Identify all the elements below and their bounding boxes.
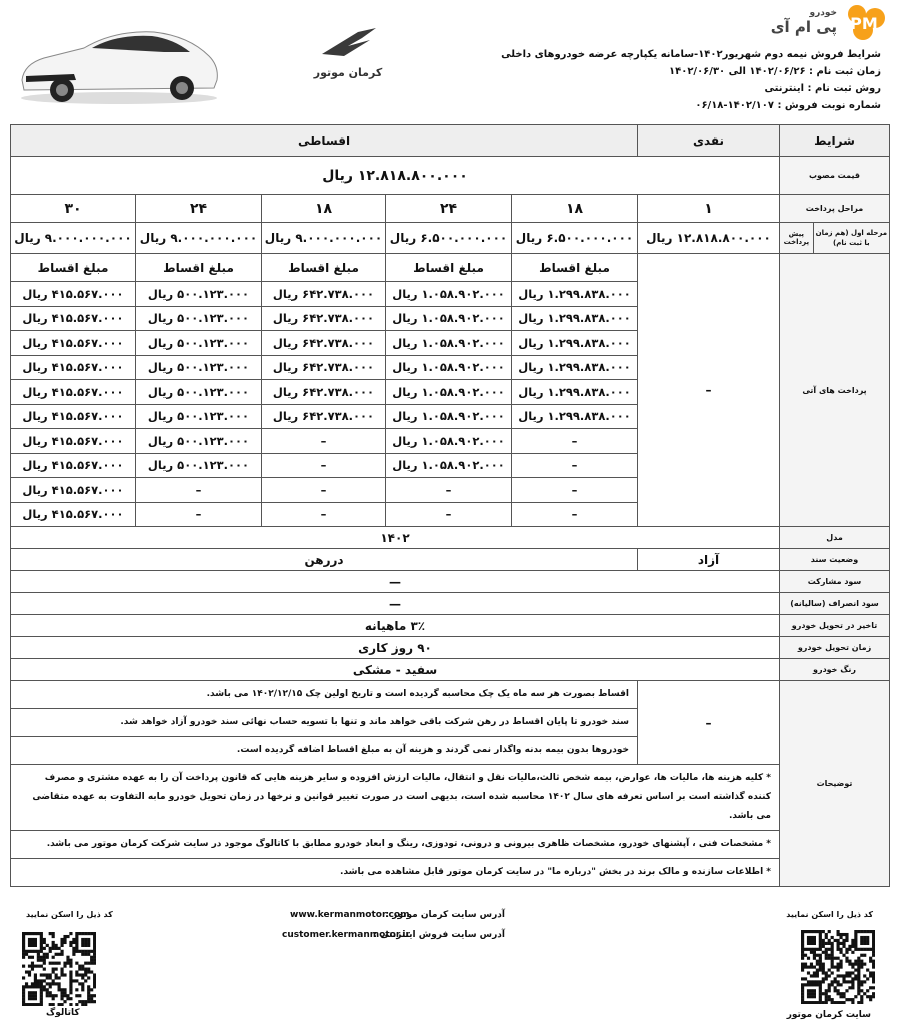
- label-explanations: توضیحات: [780, 681, 890, 887]
- delivery-time-value: ۹۰ روز کاری: [11, 637, 780, 659]
- label-doc-status: وضعیت سند: [780, 549, 890, 571]
- delivery-delay-value-row: [11, 615, 890, 637]
- plan-down-payment: ۶.۵۰۰.۰۰۰.۰۰۰ ریال: [386, 223, 512, 254]
- installment-cell: ۱.۰۵۸.۹۰۲.۰۰۰ ریال: [386, 380, 512, 405]
- registration-time: زمان ثبت نام : ۱۴۰۲/۰۶/۲۶ الی ۱۴۰۲/۰۶/۳۰: [669, 66, 881, 77]
- scan-hint-left: کد ذیل را اسکن نمایید: [26, 910, 113, 919]
- installment-cell: ۴۱۵.۵۶۷.۰۰۰ ریال: [11, 306, 136, 331]
- label-future-payments: پرداخت های آتی: [780, 254, 890, 527]
- installment-cell: ۴۱۵.۵۶۷.۰۰۰ ریال: [11, 478, 136, 503]
- installment-cell: –: [262, 478, 386, 503]
- cash-note: –: [638, 681, 780, 765]
- sale-title: شرایط فروش نیمه دوم شهریور۱۴۰۲-سامانه یکپارچه عرضه خودروهای داخلی: [501, 49, 881, 60]
- site-address-label: آدرس سایت کرمان موتور :: [385, 910, 505, 920]
- label-first-stage: مرحله اول (هم زمان با ثبت نام): [813, 223, 889, 253]
- pm-logo: [835, 2, 893, 42]
- installment-cell: ۱.۰۵۸.۹۰۲.۰۰۰ ریال: [386, 429, 512, 454]
- installment-cell: –: [386, 478, 512, 503]
- footer: [0, 904, 899, 1024]
- installment-cell: –: [512, 453, 638, 478]
- installment-cell: ۴۱۵.۵۶۷.۰۰۰ ریال: [11, 380, 136, 405]
- installment-cell: ۵۰۰.۱۲۳.۰۰۰ ریال: [136, 429, 262, 454]
- general-note-row: [11, 765, 890, 831]
- annual-penalty-value: —: [11, 593, 780, 615]
- label-car-color: رنگ خودرو: [780, 659, 890, 681]
- plan-down-payment: ۹.۰۰۰.۰۰۰.۰۰۰ ریال: [136, 223, 262, 254]
- pm-brand: [771, 6, 837, 34]
- installment-cell: ۵۰۰.۱۲۳.۰۰۰ ریال: [136, 404, 262, 429]
- delivery-time-value-row: [11, 637, 890, 659]
- plan-down-payment: ۹.۰۰۰.۰۰۰.۰۰۰ ریال: [262, 223, 386, 254]
- installment-cell: ۱.۲۹۹.۸۳۸.۰۰۰ ریال: [512, 331, 638, 356]
- sale-info: [501, 46, 881, 114]
- car-color-value-row: [11, 659, 890, 681]
- label-annual-penalty: سود انصراف (سالیانه): [780, 593, 890, 615]
- installment-cell: –: [136, 502, 262, 527]
- plan-stage: ۲۴: [386, 195, 512, 223]
- installment-cell: ۱.۰۵۸.۹۰۲.۰۰۰ ریال: [386, 282, 512, 307]
- installment-cell: ۴۱۵.۵۶۷.۰۰۰ ریال: [11, 355, 136, 380]
- installment-cell: –: [512, 478, 638, 503]
- installment-cell: ۵۰۰.۱۲۳.۰۰۰ ریال: [136, 306, 262, 331]
- doc-status-cash: آزاد: [638, 549, 780, 571]
- registration-method: روش ثبت نام : اینترنتی: [764, 83, 881, 94]
- installment-cell: –: [262, 453, 386, 478]
- label-payment-stages: مراحل پرداخت: [780, 195, 890, 223]
- installment-cell: –: [386, 502, 512, 527]
- general-note: * مشخصات فنی ، آپشنهای خودرو، مشخصات ظاهری بیرونی و درونی، تودوزی، رینگ و ابعاد خودرو مطابق با کاتالوگ موجود در سایت شرکت کرمان موتور می باشد.: [11, 831, 780, 859]
- label-approved-price: قیمت مصوب: [780, 157, 890, 195]
- label-model: مدل: [780, 527, 890, 549]
- annual-penalty-value-row: [11, 593, 890, 615]
- kerman-emblem-icon: [318, 26, 378, 60]
- plan-stage: ۱۸: [262, 195, 386, 223]
- installment-note-row: [11, 681, 890, 709]
- installment-cell: ۱.۲۹۹.۸۳۸.۰۰۰ ریال: [512, 355, 638, 380]
- car-image: [14, 18, 224, 106]
- doc-status-installment: دررهن: [11, 549, 638, 571]
- installment-cell: ۶۴۲.۷۳۸.۰۰۰ ریال: [262, 282, 386, 307]
- installment-amount-header: مبلغ اقساط: [512, 254, 638, 282]
- installment-amount-header: مبلغ اقساط: [386, 254, 512, 282]
- installment-amount-header: مبلغ اقساط: [262, 254, 386, 282]
- label-delivery-delay: تاخیر در تحویل خودرو: [780, 615, 890, 637]
- doc-status-row: [11, 549, 890, 571]
- label-conditions: شرایط: [780, 125, 890, 157]
- site-caption: سایت کرمان موتور: [786, 1010, 871, 1020]
- installment-cell: ۴۱۵.۵۶۷.۰۰۰ ریال: [11, 331, 136, 356]
- installment-cell: ۱.۰۵۸.۹۰۲.۰۰۰ ریال: [386, 453, 512, 478]
- installment-cell: ۵۰۰.۱۲۳.۰۰۰ ریال: [136, 282, 262, 307]
- installment-header: اقساطی: [11, 125, 638, 157]
- model-value: ۱۴۰۲: [11, 527, 780, 549]
- cash-stage: ۱: [638, 195, 780, 223]
- catalog-qr-code[interactable]: [22, 932, 96, 1006]
- installment-cell: ۶۴۲.۷۳۸.۰۰۰ ریال: [262, 331, 386, 356]
- installment-amount-header: مبلغ اقساط: [136, 254, 262, 282]
- installment-cell: ۶۴۲.۷۳۸.۰۰۰ ریال: [262, 355, 386, 380]
- installment-cell: ۶۴۲.۷۳۸.۰۰۰ ریال: [262, 306, 386, 331]
- installment-note: سند خودرو تا پایان اقساط در رهن شرکت باقی خواهد ماند و تنها با تسویه حساب نهائی سند خودرو آزاد خواهد شد.: [11, 709, 638, 737]
- installment-cell: ۶۴۲.۷۳۸.۰۰۰ ریال: [262, 380, 386, 405]
- approved-price: ۱۲.۸۱۸.۸۰۰.۰۰۰ ریال: [11, 157, 780, 195]
- installment-cell: ۴۱۵.۵۶۷.۰۰۰ ریال: [11, 404, 136, 429]
- installment-note: اقساط بصورت هر سه ماه یک چک محاسبه گردیده است و تاریخ اولین چک ۱۴۰۲/۱۲/۱۵ می باشد.: [11, 681, 638, 709]
- general-note-row: [11, 859, 890, 887]
- delivery-delay-value: ۳٪ ماهیانه: [11, 615, 780, 637]
- sale-turn-number: شماره نوبت فروش : ۱۴۰۲/۱۰۷-۰۶/۱۸: [695, 100, 881, 111]
- installment-cell: ۱.۲۹۹.۸۳۸.۰۰۰ ریال: [512, 282, 638, 307]
- general-note: * اطلاعات سازنده و مالک برند در بخش "درباره ما" در سایت کرمان موتور قابل مشاهده می باشد.: [11, 859, 780, 887]
- car-color-value: سفید - مشکی: [11, 659, 780, 681]
- brand-name: کرمان موتور: [313, 66, 383, 79]
- installment-cell: ۵۰۰.۱۲۳.۰۰۰ ریال: [136, 453, 262, 478]
- installment-cell: ۱.۰۵۸.۹۰۲.۰۰۰ ریال: [386, 331, 512, 356]
- partnership-profit-value-row: [11, 571, 890, 593]
- installment-cell: –: [512, 429, 638, 454]
- cash-future-payments: –: [638, 254, 780, 527]
- installment-cell: ۱.۲۹۹.۸۳۸.۰۰۰ ریال: [512, 380, 638, 405]
- site-url[interactable]: www.kermanmotor.com: [290, 910, 410, 920]
- installment-cell: ۵۰۰.۱۲۳.۰۰۰ ریال: [136, 331, 262, 356]
- kerman-motor-logo: [308, 26, 388, 88]
- plan-down-payment: ۹.۰۰۰.۰۰۰.۰۰۰ ریال: [11, 223, 136, 254]
- installment-cell: –: [262, 502, 386, 527]
- installment-cell: ۵۰۰.۱۲۳.۰۰۰ ریال: [136, 380, 262, 405]
- pm-sub: خودرو: [809, 8, 837, 18]
- plan-stage: ۳۰: [11, 195, 136, 223]
- general-note: * کلیه هزینه ها، مالیات ها، عوارض، بیمه شخص ثالث،مالیات نقل و انتقال، مالیات ارزش افزوده و سایر هزینه هایی که قانون پرداخت آن را به عهده مشتری و مصرف کننده گذاشته است بر اساس تعرفه های سال ۱۴۰۲ محاسبه شده است، بدیهی است در صورت تغییر قوانین و نرخها در زمان تحویل خودرو مابه التفاوت به عهده متقاضی می باشد.: [11, 765, 780, 831]
- installment-cell: ۴۱۵.۵۶۷.۰۰۰ ریال: [11, 282, 136, 307]
- sales-url[interactable]: customer.kermanmotor.ir: [282, 930, 410, 940]
- installment-cell: ۵۰۰.۱۲۳.۰۰۰ ریال: [136, 355, 262, 380]
- label-prepayment: پیش پرداخت: [783, 230, 810, 246]
- partnership-profit-value: —: [11, 571, 780, 593]
- cash-header: نقدی: [638, 125, 780, 157]
- installment-cell: –: [136, 478, 262, 503]
- label-delivery-time: زمان تحویل خودرو: [780, 637, 890, 659]
- installment-cell: ۶۴۲.۷۳۸.۰۰۰ ریال: [262, 404, 386, 429]
- plan-stage: ۱۸: [512, 195, 638, 223]
- pm-brand-text: پی ام آی: [770, 18, 837, 36]
- general-note-row: [11, 831, 890, 859]
- installment-note: خودروها بدون بیمه بدنه واگذار نمی گردند و هزینه آن به مبلغ اقساط اضافه گردیده است.: [11, 737, 638, 765]
- header: [0, 0, 899, 122]
- installment-cell: ۱.۲۹۹.۸۳۸.۰۰۰ ریال: [512, 404, 638, 429]
- installment-cell: ۴۱۵.۵۶۷.۰۰۰ ریال: [11, 453, 136, 478]
- sales-address-label: آدرس سایت فروش اینترنتی :: [373, 930, 505, 940]
- plan-down-payment: ۶.۵۰۰.۰۰۰.۰۰۰ ریال: [512, 223, 638, 254]
- scan-hint-right: کد ذیل را اسکن نمایید: [786, 910, 873, 919]
- installment-cell: –: [262, 429, 386, 454]
- label-partnership-profit: سود مشارکت: [780, 571, 890, 593]
- installment-cell: ۴۱۵.۵۶۷.۰۰۰ ریال: [11, 429, 136, 454]
- installment-cell: ۴۱۵.۵۶۷.۰۰۰ ریال: [11, 502, 136, 527]
- prepayment-label-cell: [780, 223, 890, 254]
- installment-amount-header: مبلغ اقساط: [11, 254, 136, 282]
- pm-logo-text: PM: [850, 14, 878, 33]
- site-qr-code[interactable]: [801, 930, 875, 1004]
- installment-cell: –: [512, 502, 638, 527]
- installment-cell: ۱.۰۵۸.۹۰۲.۰۰۰ ریال: [386, 306, 512, 331]
- installment-cell: ۱.۰۵۸.۹۰۲.۰۰۰ ریال: [386, 404, 512, 429]
- plan-stage: ۲۴: [136, 195, 262, 223]
- sales-conditions-table: [10, 124, 890, 887]
- installment-cell: ۱.۲۹۹.۸۳۸.۰۰۰ ریال: [512, 306, 638, 331]
- catalog-caption: کاتالوگ: [46, 1008, 80, 1018]
- installment-cell: ۱.۰۵۸.۹۰۲.۰۰۰ ریال: [386, 355, 512, 380]
- cash-down-payment: ۱۲.۸۱۸.۸۰۰.۰۰۰ ریال: [638, 223, 780, 254]
- model-value-row: [11, 527, 890, 549]
